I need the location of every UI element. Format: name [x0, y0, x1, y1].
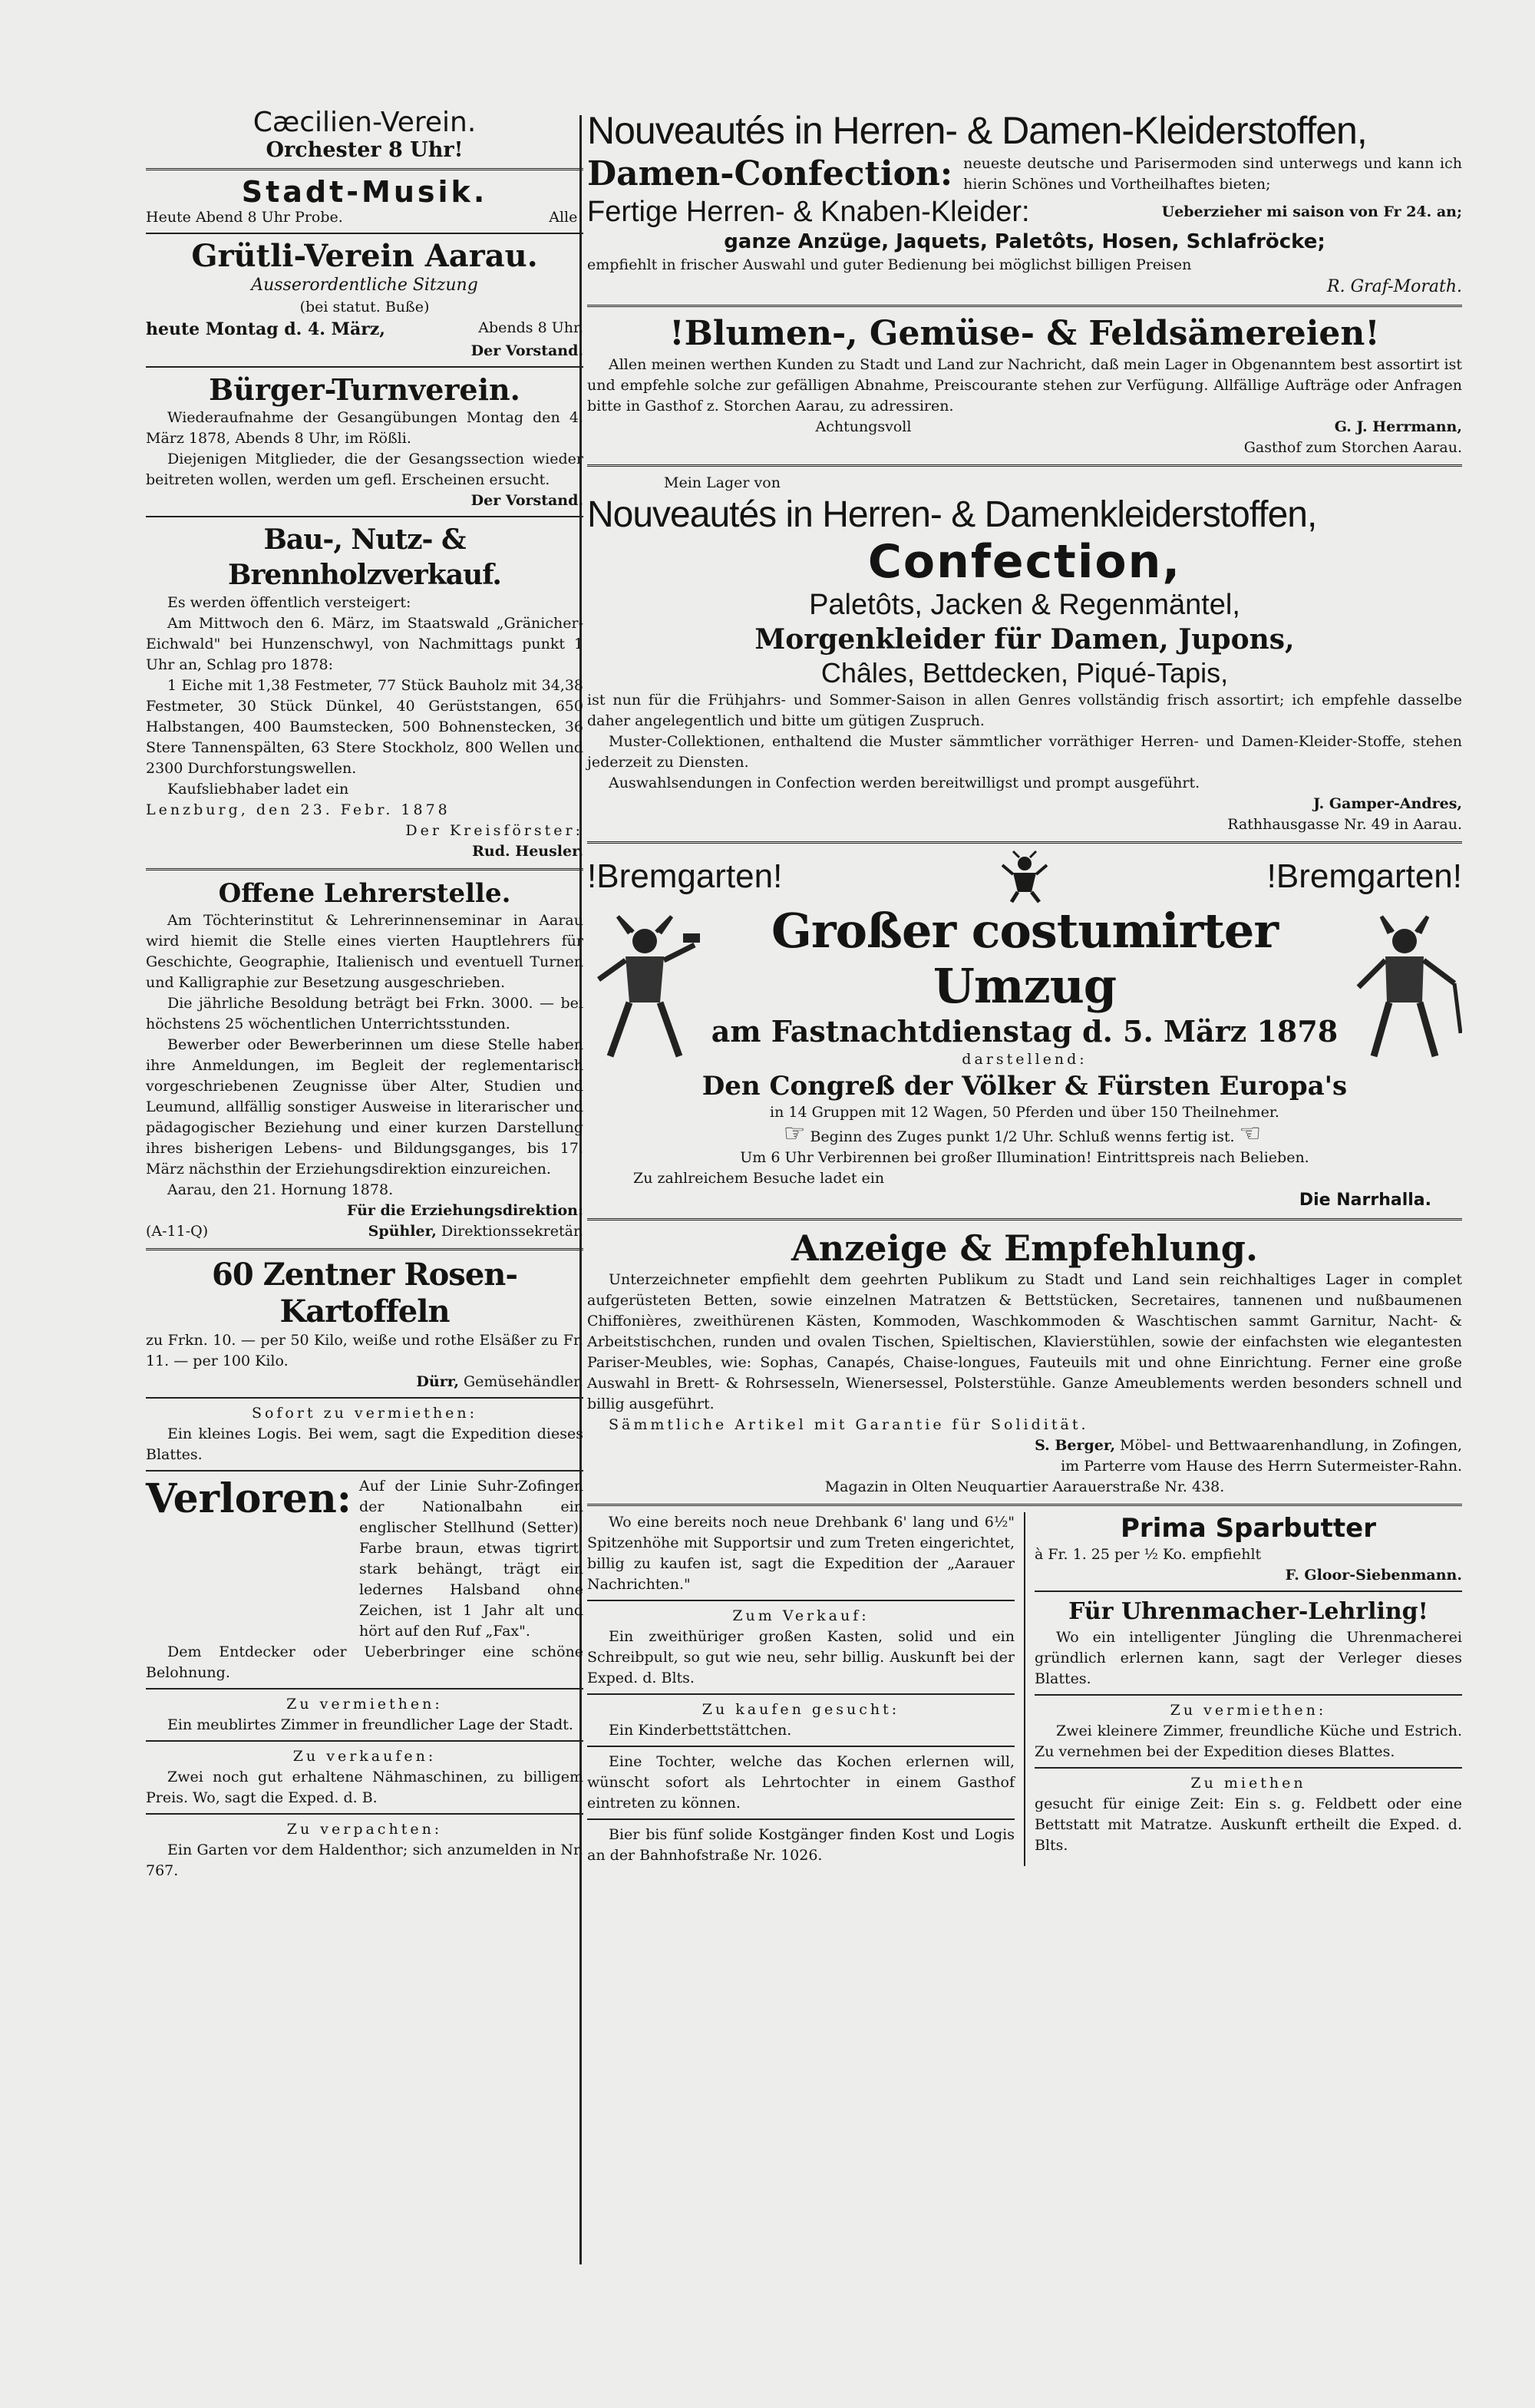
- jester-small-icon: [998, 850, 1051, 903]
- buerger-text2: Diejenigen Mitglieder, die der Gesangssection wieder beitreten wollen, werden um gefl. Erscheinen ersucht.: [146, 451, 583, 488]
- stadtmusik-line: Heute Abend 8 Uhr Probe.: [146, 209, 343, 226]
- naeh-head: Zu verkaufen:: [292, 1748, 437, 1765]
- ad-zimmer: [146, 1694, 583, 1736]
- kartoffeln-sig: Dürr,: [416, 1373, 459, 1390]
- lehrer-sig: Spühler,: [368, 1223, 437, 1240]
- garten-head: Zu verpachten:: [286, 1821, 443, 1838]
- zimmer-text: Ein meublirtes Zimmer in freundlicher Lage der Stadt.: [167, 1716, 573, 1733]
- caecilien-sub: Orchester 8 Uhr!: [266, 138, 464, 162]
- gruetli-sub: Ausserordentliche Sitzung: [251, 276, 478, 295]
- ad-garten: [146, 1819, 583, 1881]
- ad-graf-morath: [587, 107, 1462, 299]
- left-column: [146, 107, 583, 1881]
- holz-l3: 1 Eiche mit 1,38 Festmeter, 77 Stück Bauholz mit 34,38 Festmeter, 30 Stück Dünkel, 40 Gerüststangen, 650 Halbstangen, 400 Baumstecken, 500 Bohnenstecken, 36 Stere Tannenspälten, 63 Stere Stockholz, 800 Wellen und 2300 Durchforstungswellen.: [146, 677, 583, 777]
- gm-sig: R. Graf-Morath.: [1327, 277, 1462, 296]
- lehrer-l3: Bewerber oder Bewerberinnen um diese Stelle haben ihre Anmeldungen, im Begleit der reglementarisch vorgeschriebenen Zeugnisse über Alter, Studien und Leumund, allfällig sonstiger Ausweise in literarischer und pädagogischer Beziehung und einer kurzen Darstellung ihres bisherigen Lebens- und Bildungsganges, bis 17. März nächsthin der Erziehungsdirektion einzureichen.: [146, 1036, 583, 1178]
- gamper-sig: J. Gamper-Andres,: [1313, 795, 1462, 812]
- logis-head: Sofort zu vermiethen:: [251, 1405, 478, 1422]
- garten-text: Ein Garten vor dem Haldenthor; sich anzumelden in Nr. 767.: [146, 1842, 583, 1879]
- anzeige-text2: Sämmtliche Artikel mit Garantie für Solidität.: [609, 1416, 1089, 1433]
- buerger-sig: Der Vorstand.: [470, 492, 583, 509]
- miethen-head: Zu miethen: [1190, 1775, 1306, 1792]
- gamper-l3: Châles, Bettdecken, Piqué-Tapis,: [820, 657, 1229, 689]
- kasten-text: Ein zweithüriger großen Kasten, solid und ein Schreibpult, so gut wie neu, sehr billig. Auskunft bei der Exped. d. Blts.: [587, 1628, 1015, 1686]
- brem-t1: !Bremgarten!: [587, 857, 783, 895]
- gamper-l1: Paletôts, Jacken & Regenmäntel,: [809, 589, 1240, 621]
- gamper-pre: Mein Lager von: [664, 474, 781, 491]
- gm-list: ganze Anzüge, Jaquets, Paletôts, Hosen, Schlafröcke;: [724, 230, 1325, 253]
- kartoffeln-l1: zu Frkn. 10. — per 50 Kilo, weiße und rothe Elsäßer zu Fr. 11. — per 100 Kilo.: [146, 1332, 583, 1369]
- gruetli-time: Abends 8 Uhr.: [478, 319, 583, 336]
- gruetli-sig: Der Vorstand.: [470, 342, 583, 359]
- brem-sig: Die Narrhalla.: [1299, 1191, 1431, 1210]
- holz-title: Bau-, Nutz- & Brennholzverkauf.: [228, 524, 501, 591]
- naeh-text: Zwei noch gut erhaltene Nähmaschinen, zu billigem Preis. Wo, sagt die Exped. d. B.: [146, 1769, 583, 1806]
- kasten-head: Zum Verkauf:: [732, 1607, 870, 1624]
- anzeige-sig2: im Parterre vom Hause des Herrn Sutermeister-Rahn.: [1061, 1458, 1462, 1475]
- dreh-text: Wo eine bereits noch neue Drehbank 6' lang und 6½" Spitzenhöhe mit Supportsir und zum Treten eingerichtet, billig zu kaufen ist, sagt die Expedition der „Aarauer Nachrichten.": [587, 1514, 1015, 1593]
- verloren-title: Verloren:: [146, 1475, 352, 1522]
- gm-dc: Damen-Confection:: [587, 154, 953, 193]
- lehrer-l4: Aarau, den 21. Hornung 1878.: [167, 1181, 394, 1198]
- holz-l1: Es werden öffentlich versteigert:: [167, 594, 411, 611]
- brem-l1: am Fastnachtdienstag d. 5. März 1878: [711, 1014, 1339, 1049]
- gamper-sub: Rathhausgasse Nr. 49 in Aarau.: [1227, 816, 1462, 833]
- zimmer2-text: Zwei kleinere Zimmer, freundliche Küche und Estrich. Zu vernehmen bei der Expedition dieses Blattes.: [1035, 1723, 1462, 1760]
- brem-l7: Zu zahlreichem Besuche ladet ein: [633, 1170, 885, 1187]
- lehrer-l5: Für die Erziehungsdirektion:: [346, 1202, 583, 1219]
- gamper-conf: Confection,: [867, 535, 1182, 589]
- blumen-sig: G. J. Herrmann,: [1334, 418, 1462, 435]
- brem-title: Großer costumirter Umzug: [771, 903, 1279, 1014]
- ad-blumen: [587, 313, 1462, 458]
- anzeige-sigline: Möbel- und Bettwaarenhandlung, in Zofingen,: [1120, 1437, 1462, 1454]
- gamper-text3: Auswahlsendungen in Confection werden bereitwilligst und prompt ausgeführt.: [609, 775, 1200, 791]
- right-column: [587, 107, 1462, 1866]
- gruetli-date: heute Montag d. 4. März,: [146, 319, 385, 339]
- brem-l5: Beginn des Zuges punkt 1/2 Uhr. Schluß wenns fertig ist.: [810, 1128, 1235, 1145]
- kartoffeln-role: Gemüsehändler.: [464, 1373, 583, 1390]
- brem-l2: darstellend:: [962, 1051, 1088, 1068]
- brem-t2: !Bremgarten!: [1266, 857, 1462, 895]
- kost-text: Bier bis fünf solide Kostgänger finden Kost und Logis an der Bahnhofstraße Nr. 1026.: [587, 1826, 1015, 1864]
- hand-right-icon: ☞: [783, 1118, 806, 1148]
- stadtmusik-alle: Alle!: [549, 209, 583, 226]
- zimmer2-head: Zu vermiethen:: [1170, 1702, 1327, 1719]
- ad-verloren: [146, 1476, 583, 1683]
- ad-naeh: [146, 1746, 583, 1808]
- butter-text: à Fr. 1. 25 per ½ Ko. empfiehlt: [1035, 1546, 1262, 1563]
- lehrer-code: (A-11-Q): [146, 1223, 209, 1240]
- anzeige-mag: Magazin in Olten Neuquartier Aarauerstraße Nr. 438.: [824, 1478, 1225, 1495]
- blumen-achtung: Achtungsvoll: [815, 418, 912, 435]
- uhr-text: Wo ein intelligenter Jüngling die Uhrenmacherei gründlich erlernen kann, sagt der Verleger dieses Blattes.: [1035, 1629, 1462, 1687]
- jester-right-icon: [1347, 910, 1462, 1064]
- buerger-text: Wiederaufnahme der Gesangübungen Montag den 4. März 1878, Abends 8 Uhr, im Rößli.: [146, 409, 583, 447]
- gm-fh: Fertige Herren- & Knaben-Kleider:: [587, 196, 1030, 228]
- logis-text: Ein kleines Logis. Bei wem, sagt die Expedition dieses Blattes.: [146, 1425, 583, 1463]
- ad-buerger: [146, 372, 583, 511]
- bottom-two-columns: [587, 1512, 1462, 1866]
- ad-gruetli: [146, 239, 583, 362]
- lehrer-sigrole: Direktionssekretär.: [441, 1223, 583, 1240]
- gamper-text2: Muster-Collektionen, enthaltend die Muster sämmtlicher vorräthiger Herren- und Damen-Kleider-Stoffe, stehen jederzeit zu Diensten.: [587, 733, 1462, 771]
- miethen-text: gesucht für einige Zeit: Ein s. g. Feldbett oder eine Bettstatt mit Matratze. Auskunft ertheilt die Exped. d. Blts.: [1035, 1795, 1462, 1854]
- ad-kartoffeln: [146, 1257, 583, 1392]
- holz-sig: Rud. Heusler.: [472, 843, 583, 860]
- lehrer-title: Offene Lehrerstelle.: [218, 878, 511, 909]
- anzeige-title: Anzeige & Empfehlung.: [791, 1227, 1258, 1269]
- kartoffeln-title: 60 Zentner Rosen-Kartoffeln: [212, 1257, 517, 1330]
- kinder-head: Zu kaufen gesucht:: [701, 1701, 900, 1718]
- lehrer-l2: Die jährliche Besoldung beträgt bei Frkn. 3000. — bei höchstens 25 wöchentlichen Unterrichtsstunden.: [146, 995, 583, 1032]
- gm-title: Nouveautés in Herren- & Damen-Kleiderstoffen,: [587, 109, 1367, 152]
- gm-fh-text: Ueberzieher mi saison von Fr 24. an;: [1161, 203, 1462, 220]
- anzeige-text: Unterzeichneter empfiehlt dem geehrten Publikum zu Stadt und Land sein reichhaltiges Lager in complet aufgerüsteten Betten, sowie einzelnen Matratzen & Bettstücken, Secretaires, tannenen und nußbaumenen Chiffonières, zweithürenen Kästen, Kommoden, Waschkommoden & Waschtischen sammt Garnitur, Nacht- & Arbeitstischchen, runden und ovalen Tischen, Spieltischen, Klavierstühlen, sowie der einfachsten wie elegantesten Pariser-Meubles, wie: Sophas, Canapés, Chaise-longues, Fauteuils mit und ohne Einrichtung. Ferner eine große Auswahl in Brett- & Rohrsesseln, Wienersessel, Polsterstühle. Ganze Ameublements werden besonders schnell und billig ausgeführt.: [587, 1271, 1462, 1412]
- ad-logis: [146, 1403, 583, 1465]
- blumen-title: !Blumen-, Gemüse- & Feldsämereien!: [669, 314, 1380, 353]
- stadtmusik-title: Stadt-Musik.: [241, 175, 488, 209]
- buerger-title: Bürger-Turnverein.: [209, 372, 520, 407]
- verloren-text2: Dem Entdecker oder Ueberbringer eine schöne Belohnung.: [146, 1643, 583, 1681]
- ad-lehrer: [146, 877, 583, 1242]
- verloren-text: Auf der Linie Suhr-Zofingen der Nationalbahn ein englischer Stellhund (Setter), Farbe braun, etwas tigrirt, stark behängt, trägt ein ledernes Halsband ohne Zeichen, ist 1 Jahr alt und hört auf den Ruf „Fax".: [358, 1478, 583, 1640]
- ad-caecilien: [146, 107, 583, 162]
- ad-anzeige: [587, 1227, 1462, 1498]
- anzeige-sig: S. Berger,: [1035, 1437, 1116, 1454]
- butter-title: Prima Sparbutter: [1121, 1513, 1376, 1544]
- ad-holz: [146, 522, 583, 862]
- ad-stadtmusik: [146, 177, 583, 228]
- caecilien-title: Cæcilien-Verein.: [253, 107, 477, 138]
- blumen-text: Allen meinen werthen Kunden zu Stadt und Land zur Nachricht, daß mein Lager in Obgenanntem best assortirt ist und empfehle solche zur gefälligen Abnahme, Preiscourante stehen zur Verfügung. Allfällige Aufträge oder Anfragen bitte in Gasthof z. Storchen Aarau, zu adressiren.: [587, 356, 1462, 415]
- brem-l6: Um 6 Uhr Verbirennen bei großer Illumination! Eintrittspreis nach Belieben.: [740, 1149, 1309, 1166]
- gamper-text: ist nun für die Frühjahrs- und Sommer-Saison in allen Genres vollständig frisch assortirt; ich empfehle dasselbe daher angelegentlich und bitte um gütigen Zuspruch.: [587, 692, 1462, 729]
- brem-l3: Den Congreß der Völker & Fürsten Europa's: [701, 1071, 1348, 1102]
- holz-l2: Am Mittwoch den 6. März, im Staatswald „Gränicher-Eichwald" bei Hunzenschwyl, von Nachmittags punkt 1 Uhr an, Schlag pro 1878:: [146, 615, 583, 673]
- zimmer-head: Zu vermiethen:: [286, 1696, 443, 1713]
- holz-l5: Lenzburg, den 23. Febr. 1878: [146, 801, 451, 818]
- uhr-title: Für Uhrenmacher-Lehrling!: [1068, 1598, 1428, 1625]
- ad-bremgarten: [587, 850, 1462, 1212]
- gruetli-title: Grütli-Verein Aarau.: [191, 238, 538, 274]
- lehrer-l1: Am Töchterinstitut & Lehrerinnenseminar in Aarau wird hiemit die Stelle eines vierten Hauptlehrers für Geschichte, Geographie, Italienisch und eventuell Turnen und Kalligraphie zur Besetzung ausgeschrieben.: [146, 912, 583, 991]
- hand-left-icon: ☜: [1239, 1118, 1262, 1148]
- blumen-sub: Gasthof zum Storchen Aarau.: [1243, 439, 1462, 456]
- holz-l6: Der Kreisförster:: [405, 822, 583, 839]
- holz-l4: Kaufsliebhaber ladet ein: [167, 781, 349, 798]
- brem-l4: in 14 Gruppen mit 12 Wagen, 50 Pferden und über 150 Theilnehmer.: [770, 1104, 1279, 1121]
- butter-sig: F. Gloor-Siebenmann.: [1285, 1567, 1462, 1584]
- tochter-text: Eine Tochter, welche das Kochen erlernen will, wünscht sofort als Lehrtochter in einem Gasthof eintreten zu können.: [587, 1753, 1015, 1812]
- ad-gamper: [587, 473, 1462, 835]
- kinder-text: Ein Kinderbettstättchen.: [609, 1722, 792, 1739]
- gamper-l2: Morgenkleider für Damen, Jupons,: [754, 623, 1295, 656]
- gm-line: empfiehlt in frischer Auswahl und guter Bedienung bei möglichst billigen Preisen: [587, 256, 1192, 273]
- gruetli-paren: (bei statut. Buße): [299, 299, 430, 315]
- gm-dc-text: neueste deutsche und Parisermoden sind unterwegs und kann ich hierin Schönes und Vortheilhaftes bieten;: [963, 155, 1462, 193]
- jester-left-icon: [587, 910, 702, 1064]
- gamper-title: Nouveautés in Herren- & Damenkleiderstoffen,: [587, 494, 1317, 535]
- newspaper-page: [130, 107, 1462, 2287]
